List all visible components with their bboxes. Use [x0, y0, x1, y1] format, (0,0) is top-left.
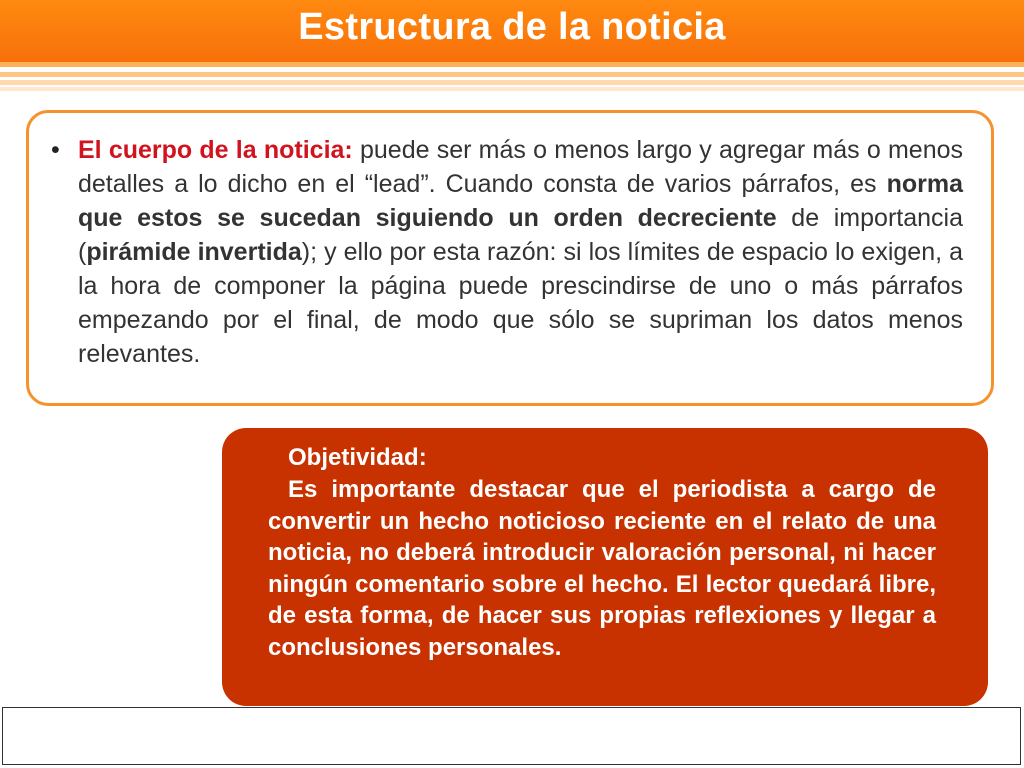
- bold-phrase: pirámide invertida: [86, 238, 302, 266]
- footer-box: [2, 707, 1021, 765]
- objectivity-text: Es importante destacar que el periodista a cargo de convertir un hecho noticioso reciente en el relato de una noticia, no deberá introducir valoración personal, ni hacer ningún comentario sobre el hecho. El lector quedará libre, de esta forma, de hacer sus propias reflexiones y llegar a conclusiones personales.: [268, 476, 936, 661]
- news-body-box: [26, 110, 994, 406]
- slide-title: Estructura de la noticia: [298, 6, 726, 48]
- bold-phrase: norma que estos se sucedan siguiendo un orden decreciente: [78, 170, 963, 232]
- highlight-term: El cuerpo de la noticia:: [78, 136, 353, 164]
- paragraph-text: ); y ello por esta razón: si los límites de espacio lo exigen, a la hora de componer la página puede prescindirse de uno o más párrafos empezando por el final, de modo que sólo se supriman los datos menos relevantes.: [78, 238, 963, 368]
- bullet-dot-icon: •: [51, 136, 60, 164]
- objectivity-box: [222, 428, 988, 706]
- paragraph-text: de importancia (: [78, 204, 963, 266]
- header-stripe: [0, 87, 1024, 91]
- paragraph-text: puede ser más o menos largo y agregar más o menos detalles a lo dicho en el “lead”. Cuando consta de varios párrafos, es: [78, 136, 963, 198]
- objectivity-heading: Objetividad:: [288, 444, 427, 471]
- bullet-item: [51, 133, 963, 371]
- bullet-paragraph: [78, 133, 963, 371]
